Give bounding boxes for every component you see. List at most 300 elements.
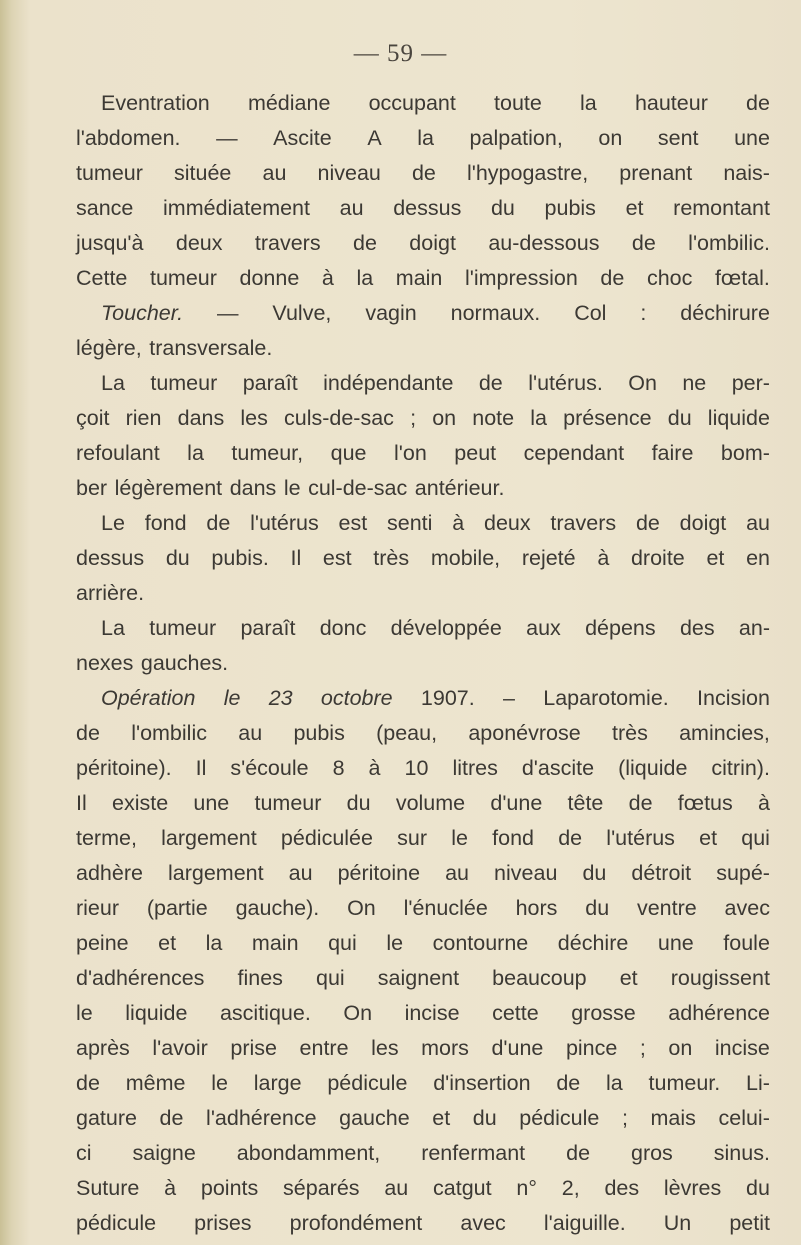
word: indépendante <box>323 371 454 395</box>
word: au <box>384 1176 409 1200</box>
word: très <box>611 721 648 745</box>
word: pédicule <box>76 1211 157 1235</box>
word: (partie <box>146 896 208 920</box>
word: normaux. <box>450 301 541 325</box>
word: nexes <box>76 651 134 675</box>
word: de <box>76 1071 100 1095</box>
word: note <box>472 406 515 430</box>
word: pubis <box>293 721 345 745</box>
word: même <box>125 1071 186 1095</box>
text-line <box>76 121 770 156</box>
word: culs-de-sac <box>284 406 394 430</box>
word: du <box>472 1106 497 1130</box>
word: çoit <box>76 406 110 430</box>
text-line <box>76 331 770 366</box>
word: l'impression <box>464 266 578 290</box>
word: la <box>187 441 204 465</box>
word: tumeur <box>254 791 322 815</box>
text-line <box>76 961 770 996</box>
word: de <box>352 231 377 255</box>
word: légèrement <box>114 476 223 500</box>
word: catgut <box>433 1176 492 1200</box>
page-number: — 59 — <box>353 40 448 67</box>
word: Il <box>76 791 87 815</box>
word: Le <box>101 511 125 535</box>
word: renfermant <box>421 1141 526 1165</box>
word: péritoine <box>337 861 421 885</box>
word: foule <box>723 931 770 955</box>
text-line <box>76 576 770 611</box>
word: niveau <box>317 161 381 185</box>
word: aux <box>526 616 561 640</box>
word: du <box>490 196 515 220</box>
word: légère, <box>76 336 142 360</box>
word: faire <box>651 441 694 465</box>
word: : <box>640 301 647 325</box>
word: on <box>432 406 457 430</box>
word: de <box>159 1106 184 1130</box>
word: terme, <box>76 826 137 850</box>
word: Eventration <box>101 91 210 115</box>
text-line <box>76 86 770 121</box>
word: de <box>628 791 653 815</box>
word: on <box>668 1036 693 1060</box>
word: déchire <box>557 931 629 955</box>
word: adhérence <box>668 1001 770 1025</box>
word: mais <box>650 1106 696 1130</box>
word: profondément <box>289 1211 423 1235</box>
word: présence <box>563 406 652 430</box>
word: sur <box>397 826 428 850</box>
word: et <box>699 826 718 850</box>
word: doigt <box>409 231 456 255</box>
word: ; <box>621 1106 628 1130</box>
word: 2, <box>561 1176 580 1200</box>
word: la <box>417 126 434 150</box>
word: ne <box>682 371 707 395</box>
word: fond <box>144 511 187 535</box>
word: l'aiguille. <box>543 1211 626 1235</box>
word: le <box>451 826 468 850</box>
word: la <box>606 1071 623 1095</box>
word: de <box>631 231 656 255</box>
text-line <box>76 541 770 576</box>
word: au <box>445 861 470 885</box>
word: à <box>164 1176 177 1200</box>
word: sinus. <box>713 1141 770 1165</box>
word: du <box>346 791 371 815</box>
word: abondamment, <box>236 1141 381 1165</box>
text-line <box>76 751 770 786</box>
word: du <box>746 1176 770 1200</box>
word: Suture <box>76 1176 140 1200</box>
word: de <box>556 1071 581 1095</box>
word: dans <box>229 476 277 500</box>
word: prises <box>194 1211 252 1235</box>
text-line <box>76 821 770 856</box>
word: Vulve, <box>272 301 332 325</box>
word: fond <box>492 826 534 850</box>
word: rien <box>125 406 162 430</box>
text-line <box>76 856 770 891</box>
word: antérieur. <box>414 476 505 500</box>
text-line <box>76 1206 770 1241</box>
word: ventre <box>636 896 697 920</box>
word: le <box>211 1071 228 1095</box>
word: très <box>373 546 410 570</box>
word: grosse <box>571 1001 636 1025</box>
word: incise <box>714 1036 770 1060</box>
word: et <box>706 546 725 570</box>
word: Laparotomie. <box>543 686 669 710</box>
text-line <box>76 681 770 716</box>
word: située <box>174 161 232 185</box>
word: après <box>76 1036 130 1060</box>
word: d'ascite <box>521 756 595 780</box>
word: avec <box>724 896 770 920</box>
word: séparés <box>283 1176 360 1200</box>
word: l'utérus <box>250 511 319 535</box>
word: Il <box>195 756 207 780</box>
word: occupant <box>368 91 456 115</box>
word: à <box>757 791 770 815</box>
word: travers <box>550 511 617 535</box>
word: pubis <box>544 196 596 220</box>
word: Opération <box>101 686 196 710</box>
word: amincies, <box>679 721 770 745</box>
word: jusqu'à <box>76 231 144 255</box>
word: Cette <box>76 266 128 290</box>
word: d'une <box>491 1036 544 1060</box>
word: rejeté <box>521 546 576 570</box>
word: entre <box>299 1036 349 1060</box>
word: pédiculée <box>280 826 373 850</box>
word: que <box>330 441 367 465</box>
word: (peau, <box>376 721 438 745</box>
word: médiane <box>247 91 331 115</box>
word: gauche). <box>235 896 320 920</box>
word: doigt <box>679 511 727 535</box>
text-line <box>76 891 770 926</box>
word: avec <box>460 1211 506 1235</box>
word: de <box>635 511 660 535</box>
word: aponévrose <box>468 721 581 745</box>
word: du <box>165 546 190 570</box>
word: est <box>338 511 368 535</box>
word: — <box>217 301 239 325</box>
word: au <box>339 196 364 220</box>
word: On <box>343 1001 373 1025</box>
word: points <box>200 1176 259 1200</box>
word: de <box>566 1141 591 1165</box>
word: dessus <box>393 196 462 220</box>
word: une <box>193 791 230 815</box>
word: octobre <box>320 686 393 710</box>
word: senti <box>387 511 433 535</box>
word: l'on <box>393 441 427 465</box>
word: 10 <box>404 756 429 780</box>
word: On <box>628 371 657 395</box>
text-line <box>76 1031 770 1066</box>
word: sent <box>657 126 699 150</box>
word: travers <box>254 231 321 255</box>
word: toute <box>494 91 542 115</box>
word: qui <box>328 931 357 955</box>
text-line <box>76 716 770 751</box>
word: pince <box>565 1036 618 1060</box>
word: liquide <box>707 406 770 430</box>
word: de <box>411 161 436 185</box>
word: développée <box>390 616 502 640</box>
text-line <box>76 401 770 436</box>
text-line <box>76 646 770 681</box>
word: Incision <box>697 686 770 710</box>
word: pédicule <box>327 1071 408 1095</box>
word: Col <box>574 301 607 325</box>
word: s'écoule <box>230 756 309 780</box>
word: tumeur, <box>231 441 304 465</box>
word: saigne <box>132 1141 196 1165</box>
word: fines <box>237 966 283 990</box>
word: rougissent <box>670 966 770 990</box>
word: péritoine). <box>76 756 172 780</box>
word: ; <box>410 406 417 430</box>
text-line <box>76 226 770 261</box>
word: détroit <box>631 861 692 885</box>
word: une <box>734 126 770 150</box>
word: de <box>206 511 231 535</box>
word: citrin). <box>711 756 770 780</box>
word: n° <box>516 1176 537 1200</box>
word: La <box>101 371 125 395</box>
body-text <box>76 86 770 1241</box>
word: le <box>223 686 241 710</box>
word: à <box>368 756 381 780</box>
word: cette <box>492 1001 539 1025</box>
word: tumeur <box>150 371 218 395</box>
word: mors <box>421 1036 469 1060</box>
word: large <box>253 1071 302 1095</box>
text-line <box>76 926 770 961</box>
word: donne <box>239 266 300 290</box>
word: on <box>598 126 623 150</box>
word: ci <box>76 1141 92 1165</box>
word: palpation, <box>469 126 563 150</box>
word: tumeur <box>149 266 217 290</box>
word: celui- <box>718 1106 770 1130</box>
word: l'abdomen. <box>76 126 181 150</box>
word: 23 <box>268 686 293 710</box>
word: fœtus <box>677 791 733 815</box>
word: peut <box>454 441 497 465</box>
word: Li- <box>746 1071 770 1095</box>
word: – <box>503 686 515 710</box>
word: en <box>746 546 770 570</box>
word: fœtal. <box>714 266 770 290</box>
word: tête <box>567 791 604 815</box>
word: dessus <box>76 546 145 570</box>
word: per- <box>731 371 770 395</box>
word: main <box>251 931 299 955</box>
word: la <box>205 931 223 955</box>
word: et <box>619 966 638 990</box>
word: au <box>262 161 287 185</box>
word: pédicule <box>519 1106 600 1130</box>
word: gauche <box>339 1106 410 1130</box>
word: une <box>657 931 694 955</box>
word: est <box>322 546 352 570</box>
word: bom- <box>720 441 770 465</box>
word: niveau <box>494 861 558 885</box>
word: gauches. <box>140 651 229 675</box>
word: et <box>625 196 644 220</box>
word: nais- <box>723 161 770 185</box>
word: au <box>746 511 770 535</box>
word: paraît <box>240 616 296 640</box>
text-line <box>76 471 770 506</box>
word: gros <box>630 1141 673 1165</box>
word: déchirure <box>680 301 770 325</box>
word: l'ombilic. <box>688 231 770 255</box>
text-line <box>76 366 770 401</box>
word: an- <box>738 616 770 640</box>
word: droite <box>630 546 685 570</box>
word: tumeur <box>76 161 143 185</box>
word: transversale. <box>149 336 273 360</box>
text-line <box>76 156 770 191</box>
word: et <box>432 1106 451 1130</box>
word: mobile, <box>430 546 501 570</box>
word: de <box>478 371 503 395</box>
word: rieur <box>76 896 120 920</box>
word: le <box>386 931 404 955</box>
word: vagin <box>365 301 417 325</box>
word: à <box>321 266 334 290</box>
text-line <box>76 436 770 471</box>
text-line <box>76 1171 770 1206</box>
word: au <box>238 721 263 745</box>
word: paraît <box>242 371 298 395</box>
word: petit <box>729 1211 770 1235</box>
word: beaucoup <box>492 966 587 990</box>
word: qui <box>741 826 770 850</box>
word: refoulant <box>76 441 160 465</box>
word: dépens <box>585 616 656 640</box>
word: existe <box>111 791 169 815</box>
word: l'utérus <box>606 826 675 850</box>
word: ; <box>639 1036 646 1060</box>
word: de <box>76 721 100 745</box>
word: arrière. <box>76 581 145 605</box>
word: l'adhérence <box>206 1106 317 1130</box>
word: la <box>530 406 547 430</box>
word: saignent <box>377 966 460 990</box>
word: cul-de-sac <box>308 476 408 500</box>
text-line <box>76 1066 770 1101</box>
text-line <box>76 786 770 821</box>
word: choc <box>646 266 693 290</box>
word: de <box>746 91 770 115</box>
word: deux <box>484 511 531 535</box>
word: le <box>76 1001 93 1025</box>
word: (liquide <box>618 756 688 780</box>
word: les <box>240 406 268 430</box>
word: à <box>452 511 465 535</box>
word: largement <box>161 826 257 850</box>
word: liquide <box>125 1001 188 1025</box>
word: Il <box>290 546 302 570</box>
word: incise <box>404 1001 460 1025</box>
word: — <box>216 126 238 150</box>
word: prenant <box>619 161 693 185</box>
word: hauteur <box>634 91 708 115</box>
word: cependant <box>523 441 625 465</box>
word: d'insertion <box>433 1071 531 1095</box>
word: du <box>667 406 692 430</box>
word: la <box>356 266 374 290</box>
word: à <box>597 546 610 570</box>
word: Toucher. <box>101 301 184 325</box>
word: deux <box>175 231 223 255</box>
word: qui <box>316 966 345 990</box>
word: On <box>347 896 376 920</box>
word: d'adhérences <box>76 966 205 990</box>
word: de <box>558 826 583 850</box>
word: au-dessous <box>488 231 600 255</box>
word: la <box>580 91 597 115</box>
word: des <box>604 1176 640 1200</box>
word: pubis. <box>211 546 269 570</box>
word: supé- <box>716 861 770 885</box>
word: des <box>679 616 715 640</box>
word: l'énuclée <box>403 896 488 920</box>
word: au <box>288 861 313 885</box>
word: de <box>600 266 625 290</box>
word: du <box>585 896 610 920</box>
word: Ascite <box>273 126 332 150</box>
word: 8 <box>332 756 345 780</box>
word: immédiatement <box>163 196 310 220</box>
word: remontant <box>673 196 770 220</box>
word: volume <box>395 791 466 815</box>
word: contourne <box>432 931 529 955</box>
word: ascitique. <box>219 1001 311 1025</box>
text-line <box>76 996 770 1031</box>
text-line <box>76 1136 770 1171</box>
text-line <box>76 261 770 296</box>
word: le <box>283 476 301 500</box>
text-line <box>76 1101 770 1136</box>
word: A <box>367 126 382 150</box>
word: et <box>158 931 177 955</box>
word: Un <box>663 1211 692 1235</box>
word: ber <box>76 476 108 500</box>
word: l'avoir <box>152 1036 208 1060</box>
word: tumeur. <box>648 1071 721 1095</box>
word: les <box>371 1036 399 1060</box>
word: hors <box>515 896 558 920</box>
word: sance <box>76 196 134 220</box>
word: l'ombilic <box>131 721 207 745</box>
word: donc <box>319 616 367 640</box>
word: adhère <box>76 861 143 885</box>
word: litres <box>452 756 498 780</box>
text-line <box>76 296 770 331</box>
text-line <box>76 611 770 646</box>
word: prise <box>230 1036 277 1060</box>
word: gature <box>76 1106 137 1130</box>
word: l'hypogastre, <box>466 161 589 185</box>
